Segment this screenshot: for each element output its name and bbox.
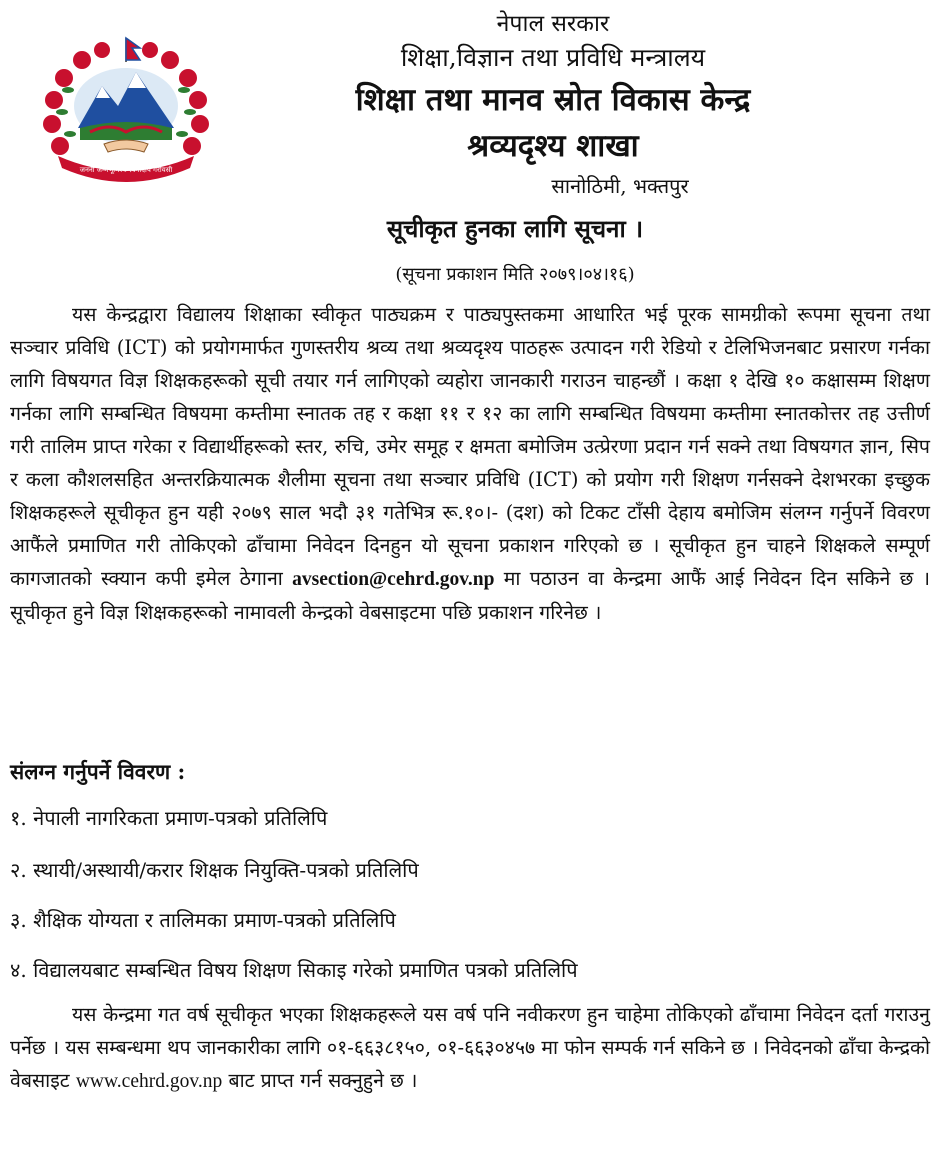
list-item: २. स्थायी/अस्थायी/करार शिक्षक नियुक्ति-पत्रको प्रतिलिपि (10, 858, 419, 882)
publication-date: (सूचना प्रकाशन मिति २०७९।०४।१६) (395, 264, 635, 285)
paragraph-text: बाट प्राप्त गर्न सक्नुहुने छ । (228, 1069, 418, 1092)
mountain-icon (74, 68, 178, 144)
office-location: सानोठिमी, भक्तपुर (551, 174, 689, 198)
centre-name: शिक्षा तथा मानव स्रोत विकास केन्द्र (355, 82, 751, 118)
paragraph-text: यस केन्द्रमा गत वर्ष सूचीकृत भएका शिक्षकहरूले यस वर्ष पनि नवीकरण हुन चाहेमा तोकिएको ढाँचामा निवेदन दर्ता गराउनु पर्नेछ । यस सम्बन्धमा थप जानकारीका लागि ०१-६६३८१५०, ०१-६६३०४५७ मा फोन सम्पर्क गर्न सकिने छ । निवेदनको ढाँचा केन्द्रको वेबसाइट (10, 1003, 930, 1092)
emblem-motto: जननी जन्मभूमिश्च स्वर्गादपि गरीयसी (79, 166, 173, 174)
website-address: www.cehrd.gov.np (75, 1071, 223, 1092)
ministry-name: शिक्षा,विज्ञान तथा प्रविधि मन्त्रालय (400, 43, 706, 72)
notice-title: सूचीकृत हुनका लागि सूचना । (386, 214, 644, 243)
notice-paragraph-main (10, 298, 930, 629)
notice-paragraph-renewal (10, 998, 930, 1098)
email-address: avsection@cehrd.gov.np (292, 569, 495, 590)
nepal-emblem-icon (40, 36, 212, 182)
attachments-heading: संलग्न गर्नुपर्ने विवरण : (10, 759, 186, 784)
flag-icon (126, 38, 140, 62)
list-item: ४. विद्यालयबाट सम्बन्धित विषय शिक्षण सिकाइ गरेको प्रमाणित पत्रको प्रतिलिपि (10, 958, 578, 982)
paragraph-text: यस केन्द्रद्वारा विद्यालय शिक्षाका स्वीकृत पाठ्यक्रम र पाठ्यपुस्तकमा आधारित भई पूरक सामग्रीको रूपमा सूचना तथा सञ्चार प्रविधि (ICT) को प्रयोगमार्फत गुणस्तरीय श्रव्य तथा श्रव्यदृश्य पाठहरू उत्पादन गरी रेडियो र टेलिभिजनबाट प्रसारण गर्नका लागि विषयगत विज्ञ शिक्षकहरूको सूची तयार गर्न लागिएको व्यहोरा जानकारी गराउन चाहन्छौं । कक्षा १ देखि १० कक्षासम्म शिक्षण गर्नका लागि सम्बन्धित विषयमा कम्तीमा स्नातक तह र कक्षा ११ र १२ का लागि सम्बन्धित विषयमा कम्तीमा स्नातकोत्तर तह उत्तीर्ण गरी तालिम प्राप्त गरेका र विद्यार्थीहरूको स्तर, रुचि, उमेर समूह र क्षमता बमोजिम उत्प्रेरणा प्रदान गर्न सक्ने तथा विषयगत ज्ञान, सिप र कला कौशलसहित अन्तरक्रियात्मक शैलीमा सूचना तथा सञ्चार प्रविधि (ICT) को प्रयोग गरी शिक्षण गर्नसक्ने देशभरका इच्छुक शिक्षकहरूले सूचीकृत हुन यही २०७९ साल भदौ ३१ गतेभित्र रू.१०।- (दश) को टिकट टाँसी देहाय बमोजिम संलग्न गर्नुपर्ने विवरण आफैंले प्रमाणित गरी तोकिएको ढाँचामा निवेदन दिनहुन यो सूचना प्रकाशन गरिएको छ । सूचीकृत हुन चाहने शिक्षकले सम्पूर्ण कागजातको स्क्यान कपी इमेल ठेगाना (10, 303, 930, 590)
paragraph-text: मा पठाउन वा केन्द्रमा आफैं आई निवेदन दिन सकिने छ । सूचीकृत हुने विज्ञ शिक्षकहरूको नामावली केन्द्रको वेबसाइटमा पछि प्रकाशन गरिनेछ । (10, 567, 930, 624)
handshake-icon (104, 140, 148, 152)
list-item: १. नेपाली नागरिकता प्रमाण-पत्रको प्रतिलिपि (10, 806, 328, 830)
government-name: नेपाल सरकार (496, 11, 610, 37)
branch-name: श्रव्यदृश्य शाखा (467, 128, 639, 164)
motto-ribbon (58, 156, 194, 182)
list-item: ३. शैक्षिक योग्यता र तालिमका प्रमाण-पत्रको प्रतिलिपि (10, 908, 396, 932)
